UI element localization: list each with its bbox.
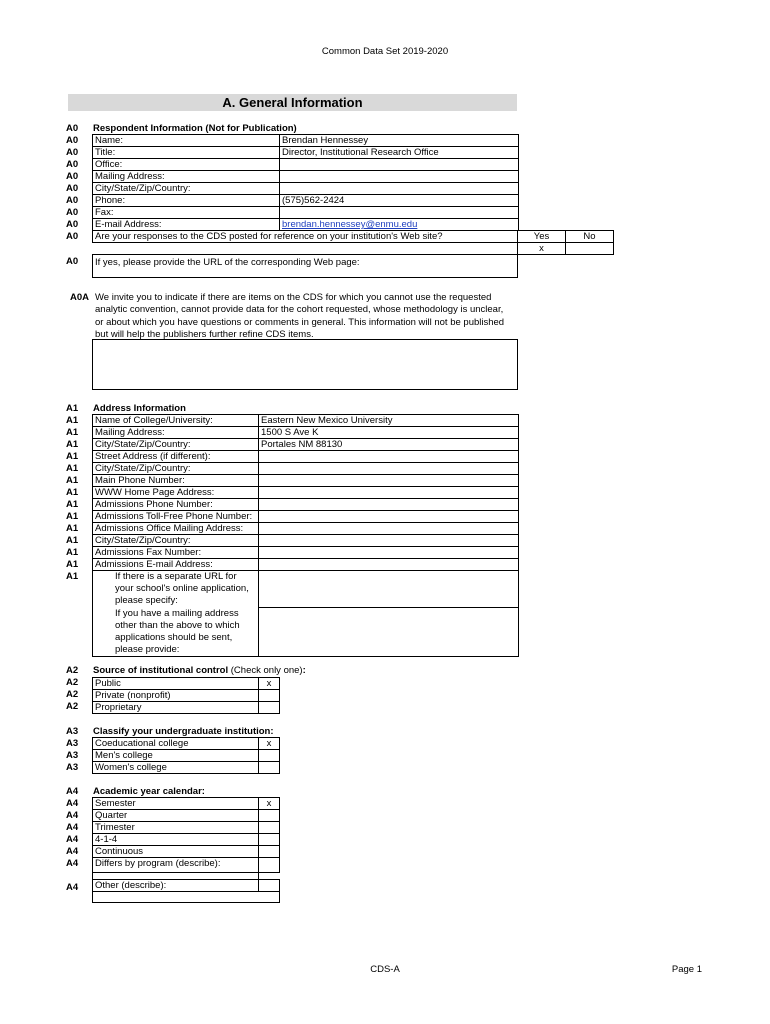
yes-checkbox[interactable]: x [518,243,566,255]
field-value[interactable] [259,463,519,475]
a4-calendar-table [92,797,280,880]
a4-other-code: A4 [66,882,79,893]
a2-heading: Source of institutional control (Check only one): [93,665,306,676]
field-value[interactable] [280,207,519,219]
a1-address-table [92,414,519,657]
field-label: Admissions Fax Number: [93,547,259,559]
field-label: Main Phone Number: [93,475,259,487]
table-row [93,678,280,690]
option-checkbox[interactable]: x [259,738,280,750]
table-row [93,451,519,463]
a0a-code: A0A [70,292,90,303]
table-row [93,231,519,243]
field-value[interactable] [259,535,519,547]
field-label: Phone: [93,195,280,207]
table-row [93,535,519,547]
url-question: If yes, please provide the URL of the corresponding Web page: [95,257,360,268]
field-label: Mailing Address: [93,171,280,183]
option-label: Semester [93,798,259,810]
table-row [93,523,519,535]
option-checkbox[interactable] [259,834,280,846]
a3-heading: Classify your undergraduate institution: [93,726,274,737]
table-row [93,499,519,511]
option-label: Continuous [93,846,259,858]
field-value[interactable] [280,183,519,195]
field-label: Admissions Phone Number: [93,499,259,511]
field-label: Name of College/University: [93,415,259,427]
document-title: Common Data Set 2019-2020 [321,46,449,57]
field-value[interactable] [259,547,519,559]
a0a-text: We invite you to indicate if there are items on the CDS for which you cannot use the requested analytic convention, cannot provide data for the cohort requested, whose methodology is unclear, or about which you have questions or comments in general. This information will not be published but will help the publishers further refine CDS items. [95,292,505,341]
field-label: E-mail Address: [93,219,280,231]
field-value[interactable] [259,511,519,523]
table-row [93,195,519,207]
yes-label: Yes [518,231,566,243]
table-row [93,798,280,810]
online-application-value[interactable] [259,571,519,608]
a0a-comments-box[interactable] [92,339,518,390]
table-row [93,880,280,892]
a0-heading: Respondent Information (Not for Publication) [93,123,297,134]
option-label: Coeducational college [93,738,259,750]
table-row [93,135,519,147]
option-checkbox[interactable] [259,690,280,702]
table-row [93,892,280,903]
a3-classification-table [92,737,280,774]
field-label: City/State/Zip/Country: [93,439,259,451]
option-checkbox[interactable] [259,846,280,858]
table-row [93,415,519,427]
field-label: Title: [93,147,280,159]
footer-section-code: CDS-A [370,964,400,975]
option-checkbox[interactable] [259,762,280,774]
field-label: City/State/Zip/Country: [93,535,259,547]
table-row [93,439,519,451]
a0-url-code: A0 [66,256,79,267]
table-row [93,571,519,608]
option-label: Private (nonprofit) [93,690,259,702]
option-checkbox[interactable] [259,822,280,834]
table-row [93,559,519,571]
option-checkbox[interactable] [259,750,280,762]
footer-page-number: Page 1 [671,964,702,975]
option-label: 4-1-4 [93,834,259,846]
field-value[interactable] [259,451,519,463]
table-row [93,219,519,231]
option-checkbox[interactable] [259,858,280,873]
field-label: Admissions Office Mailing Address: [93,523,259,535]
alt-mailing-label: If you have a mailing address other than the above to which applications should be sent, please provide: [93,608,259,657]
table-row [93,547,519,559]
table-row [93,147,519,159]
field-value[interactable]: Brendan Hennessey [280,135,519,147]
table-row [93,858,280,873]
field-value[interactable]: (575)562-2424 [280,195,519,207]
option-checkbox[interactable] [259,810,280,822]
table-row [93,183,519,195]
table-row [93,702,280,714]
field-label: Admissions E-mail Address: [93,559,259,571]
a1-heading: Address Information [93,403,186,414]
field-label: City/State/Zip/Country: [93,463,259,475]
table-row [93,822,280,834]
option-label: Other (describe): [93,880,259,892]
web-posting-question: Are your responses to the CDS posted for reference on your institution's Web site? [93,231,519,243]
a4-other-table [92,879,280,903]
option-label: Women's college [93,762,259,774]
option-label: Proprietary [93,702,259,714]
table-row [93,690,280,702]
option-label: Quarter [93,810,259,822]
table-row [93,834,280,846]
no-checkbox[interactable] [566,243,614,255]
url-answer-box[interactable] [92,254,518,278]
field-value[interactable] [259,499,519,511]
online-application-label: If there is a separate URL for your school's online application, please specify: [93,571,259,608]
a0-code-heading: A0 [66,123,79,134]
table-row [93,463,519,475]
option-checkbox[interactable] [259,702,280,714]
describe-area-end [259,892,280,903]
table-row [93,750,280,762]
field-value[interactable] [259,559,519,571]
field-label: Fax: [93,207,280,219]
a0-codes: A0 A0 A0 A0 A0 A0 A0 A0 A0 [66,135,79,242]
describe-area[interactable] [93,892,259,903]
option-checkbox[interactable]: x [259,678,280,690]
table-row [93,475,519,487]
field-label: City/State/Zip/Country: [93,183,280,195]
field-label: Office: [93,159,280,171]
table-row [93,608,519,657]
field-value[interactable]: Portales NM 88130 [259,439,519,451]
table-row [93,207,519,219]
field-label: Street Address (if different): [93,451,259,463]
option-label: Trimester [93,822,259,834]
field-label: WWW Home Page Address: [93,487,259,499]
field-value[interactable] [259,523,519,535]
table-row [93,171,519,183]
field-value[interactable]: 1500 S Ave K [259,427,519,439]
table-row [93,427,519,439]
option-label: Differs by program (describe): [93,858,259,873]
table-row [93,738,280,750]
field-value[interactable]: Eastern New Mexico University [259,415,519,427]
no-label: No [566,231,614,243]
option-label: Men's college [93,750,259,762]
a0-respondent-table [92,134,519,243]
option-checkbox[interactable]: x [259,798,280,810]
field-label: Name: [93,135,280,147]
alt-mailing-value[interactable] [259,608,519,657]
option-checkbox[interactable] [259,880,280,892]
section-title: A. General Information [68,94,517,111]
field-label: Admissions Toll-Free Phone Number: [93,511,259,523]
email-link[interactable]: brendan.hennessey@enmu.edu [280,219,519,231]
a3-codes: A3 A3 A3 A3 [66,726,79,773]
a2-codes: A2 A2 A2 A2 [66,665,79,712]
field-value[interactable]: Director, Institutional Research Office [280,147,519,159]
field-value[interactable] [280,171,519,183]
table-row [93,846,280,858]
field-value[interactable] [259,475,519,487]
table-row [93,487,519,499]
a4-heading: Academic year calendar: [93,786,205,797]
table-row [93,159,519,171]
field-value[interactable] [280,159,519,171]
option-label: Public [93,678,259,690]
a1-codes: A1 A1 A1 A1 A1 A1 A1 A1 A1 A1 A1 A1 A1 A1 A1 [66,403,79,582]
table-row [93,762,280,774]
table-row [93,511,519,523]
a2-control-table [92,677,280,714]
yes-no-table [517,230,614,255]
field-label: Mailing Address: [93,427,259,439]
a4-codes: A4 A4 A4 A4 A4 A4 A4 [66,786,79,869]
table-row [93,810,280,822]
field-value[interactable] [259,487,519,499]
